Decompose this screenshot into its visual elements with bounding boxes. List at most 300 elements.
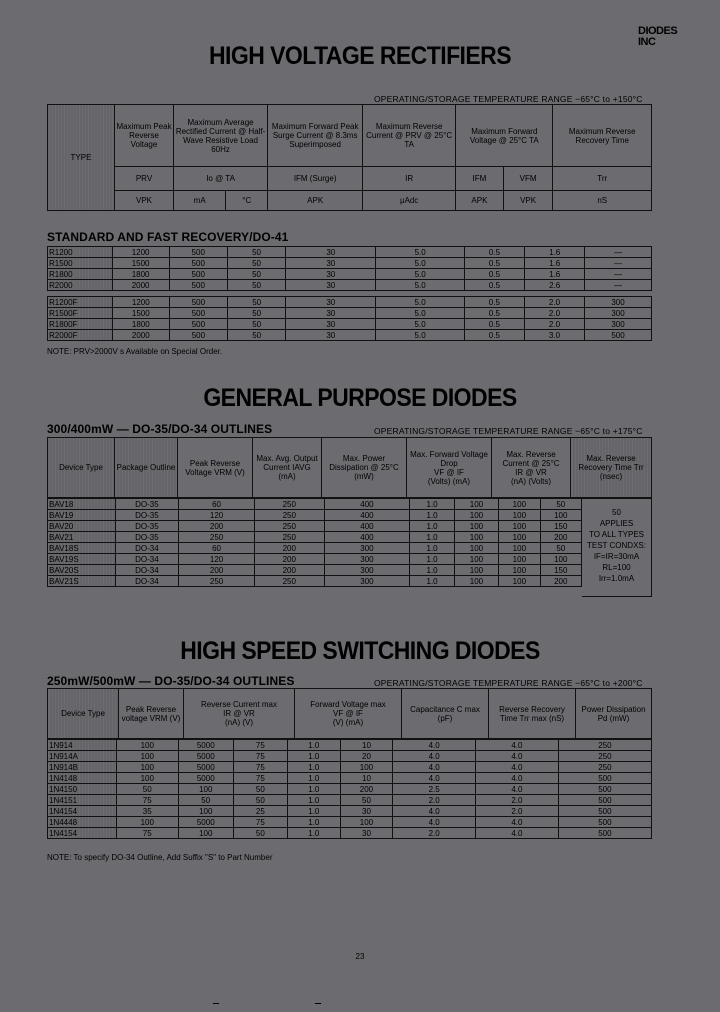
device-type-cell: BAV21 — [48, 532, 116, 543]
table-row — [48, 773, 652, 784]
value-cell: 1500 — [112, 258, 169, 269]
device-type-cell: R2000F — [48, 330, 113, 341]
section-title-general-purpose: GENERAL PURPOSE DIODES — [203, 384, 517, 412]
subhead-standard-fast: STANDARD AND FAST RECOVERY/DO-41 — [47, 230, 289, 244]
table-row — [48, 308, 652, 319]
col-ir: Maximum Reverse Current @ PRV @ 25°C TA — [363, 105, 456, 167]
value-cell: 2.0 — [524, 308, 584, 319]
table-row — [48, 319, 652, 330]
value-cell: 50 — [227, 280, 285, 291]
value-cell: 100 — [454, 510, 498, 521]
value-cell: 250 — [558, 740, 651, 751]
value-cell: 50 — [340, 795, 393, 806]
value-cell: 60 — [179, 499, 255, 510]
value-cell: 60 — [179, 543, 255, 554]
note-prv: NOTE: PRV>2000V s Available on Special Order. — [47, 347, 223, 356]
value-cell: 100 — [178, 806, 233, 817]
gp-vf-units: (Volts) (mA) — [427, 476, 471, 486]
sym-ifsm: IFM (Surge) — [268, 167, 363, 191]
value-cell: 5.0 — [376, 280, 465, 291]
sw-col-vf — [295, 689, 402, 739]
value-cell: 200 — [179, 521, 255, 532]
value-cell: 50 — [233, 795, 287, 806]
section-title-switching: HIGH SPEED SWITCHING DIODES — [180, 637, 540, 665]
value-cell: 100 — [499, 521, 540, 532]
value-cell: 75 — [233, 740, 287, 751]
value-cell: 50 — [227, 269, 285, 280]
value-cell: 100 — [178, 784, 233, 795]
table-row — [48, 297, 652, 308]
col-trr: Maximum Reverse Recovery Time — [553, 105, 652, 167]
value-cell: 1200 — [112, 297, 169, 308]
test-condition-line: IF=IR=30mA — [593, 552, 640, 561]
value-cell: 100 — [454, 521, 498, 532]
value-cell: 250 — [254, 499, 324, 510]
gp-ir-units: (nA) (Volts) — [510, 476, 551, 486]
value-cell: 75 — [116, 795, 178, 806]
value-cell: 400 — [324, 521, 410, 532]
value-cell: 300 — [585, 308, 652, 319]
value-cell: 50 — [228, 308, 286, 319]
value-cell: 4.0 — [476, 751, 559, 762]
value-cell: 5000 — [178, 773, 233, 784]
hv-rectifier-table-b — [47, 296, 652, 341]
value-cell: 100 — [499, 565, 540, 576]
value-cell: 100 — [178, 828, 233, 839]
value-cell: 1.6 — [525, 269, 585, 280]
table-row — [48, 828, 652, 839]
subhead-sw-outlines: 250mW/500mW — DO-35/DO-34 OUTLINES — [47, 674, 295, 688]
value-cell: 0.5 — [464, 297, 524, 308]
value-cell: — — [585, 247, 652, 258]
value-cell: 100 — [340, 817, 393, 828]
unit-ifsm: APK — [268, 191, 363, 211]
value-cell: 1800 — [112, 269, 169, 280]
value-cell: 250 — [179, 576, 255, 587]
value-cell: 50 — [228, 319, 286, 330]
sw-col-device: Device Type — [48, 689, 119, 739]
value-cell: 100 — [116, 740, 178, 751]
test-condition-line: RL=100 — [602, 563, 631, 572]
value-cell: DO-34 — [115, 554, 179, 565]
value-cell: 300 — [324, 554, 410, 565]
value-cell: 30 — [286, 269, 376, 280]
value-cell: 1.6 — [525, 258, 585, 269]
device-type-cell: BAV19S — [48, 554, 116, 565]
value-cell: 25 — [233, 806, 287, 817]
value-cell: 2000 — [112, 280, 169, 291]
sw-vf-label: Forward Voltage max — [310, 700, 386, 709]
device-type-cell: 1N914B — [48, 762, 117, 773]
value-cell: 500 — [169, 319, 227, 330]
scan-mark-left — [213, 1003, 219, 1004]
value-cell: 200 — [540, 576, 581, 587]
value-cell: 75 — [233, 817, 287, 828]
value-cell: 5000 — [178, 751, 233, 762]
unit-prv: VPK — [115, 191, 174, 211]
value-cell: 150 — [540, 565, 581, 576]
value-cell: 100 — [454, 532, 498, 543]
value-cell: 0.5 — [464, 280, 524, 291]
gp-col-ir — [492, 438, 571, 498]
value-cell: 5.0 — [376, 297, 464, 308]
value-cell: 200 — [540, 532, 581, 543]
test-condition-line: APPLIES — [599, 519, 634, 528]
device-type-cell: BAV18 — [48, 499, 116, 510]
value-cell: 5.0 — [376, 308, 464, 319]
sw-vf-units: (V) (mA) — [332, 718, 364, 727]
value-cell: 100 — [540, 554, 581, 565]
value-cell: 300 — [324, 565, 410, 576]
value-cell: 30 — [286, 280, 376, 291]
value-cell: 100 — [454, 543, 498, 554]
value-cell: 1500 — [112, 308, 169, 319]
op-temp-range-1: OPERATING/STORAGE TEMPERATURE RANGE −65°C to +150°C — [374, 94, 643, 104]
sw-col-trr: Reverse Recovery Time Trr max (nS) — [489, 689, 576, 739]
value-cell: 1.0 — [410, 510, 454, 521]
test-condition-line: TO ALL TYPES — [589, 530, 644, 539]
value-cell: 2.0 — [524, 297, 584, 308]
value-cell: 30 — [286, 319, 376, 330]
value-cell: 10 — [340, 773, 393, 784]
value-cell: 10 — [340, 740, 393, 751]
value-cell: 500 — [558, 773, 651, 784]
test-condition-line: 50 — [612, 508, 621, 517]
value-cell: 30 — [340, 828, 393, 839]
op-temp-range-3: OPERATING/STORAGE TEMPERATURE RANGE −65°C to +200°C — [374, 678, 643, 688]
value-cell: 300 — [324, 576, 410, 587]
device-type-cell: 1N4151 — [48, 795, 117, 806]
sym-vfm: VFM — [503, 167, 553, 191]
sw-ir-units: (nA) (V) — [225, 718, 253, 727]
unit-ir: μAdc — [363, 191, 456, 211]
value-cell: 4.0 — [393, 806, 476, 817]
value-cell: 300 — [324, 543, 410, 554]
value-cell: DO-34 — [115, 565, 179, 576]
value-cell: 1.0 — [410, 532, 454, 543]
value-cell: 200 — [340, 784, 393, 795]
value-cell: 100 — [116, 751, 178, 762]
value-cell: 200 — [254, 554, 324, 565]
value-cell: 50 — [227, 258, 285, 269]
unit-trr: nS — [553, 191, 652, 211]
value-cell: 250 — [254, 521, 324, 532]
value-cell: 2.6 — [525, 280, 585, 291]
value-cell: 100 — [499, 510, 540, 521]
value-cell: DO-35 — [115, 521, 179, 532]
value-cell: 100 — [340, 762, 393, 773]
value-cell: 2000 — [112, 330, 169, 341]
table-row — [48, 576, 582, 587]
sym-trr: Trr — [553, 167, 652, 191]
gp-col-device: Device Type — [48, 438, 115, 498]
table-row — [48, 532, 582, 543]
value-cell: 30 — [286, 308, 376, 319]
value-cell: 100 — [499, 576, 540, 587]
value-cell: 200 — [254, 565, 324, 576]
value-cell: 4.0 — [393, 773, 476, 784]
device-type-cell: 1N4148 — [48, 773, 117, 784]
value-cell: 1.0 — [410, 554, 454, 565]
value-cell: 30 — [286, 330, 376, 341]
value-cell: 50 — [227, 247, 285, 258]
device-type-cell: 1N4448 — [48, 817, 117, 828]
table-row — [48, 762, 652, 773]
value-cell: 5.0 — [376, 330, 464, 341]
value-cell: 0.5 — [464, 269, 524, 280]
sw-col-ir — [184, 689, 295, 739]
col-prv: Maximum Peak Reverse Voltage — [115, 105, 174, 167]
value-cell: 1200 — [112, 247, 169, 258]
value-cell: 500 — [169, 258, 227, 269]
value-cell: 100 — [454, 554, 498, 565]
gp-vf-sym: VF @ IF — [434, 467, 464, 477]
gp-col-package: Package Outline — [115, 438, 178, 498]
value-cell: 500 — [169, 330, 227, 341]
value-cell: 4.0 — [476, 740, 559, 751]
value-cell: DO-34 — [115, 543, 179, 554]
value-cell: 400 — [324, 499, 410, 510]
table-row — [48, 247, 652, 258]
value-cell: 20 — [340, 751, 393, 762]
device-type-cell: 1N914A — [48, 751, 117, 762]
sw-vf-sym: VF @ IF — [333, 709, 363, 718]
table-row — [48, 565, 582, 576]
value-cell: 30 — [340, 806, 393, 817]
value-cell: 100 — [499, 532, 540, 543]
table-row — [48, 751, 652, 762]
value-cell: 200 — [254, 543, 324, 554]
value-cell: DO-35 — [115, 532, 179, 543]
value-cell: 500 — [585, 330, 652, 341]
value-cell: 50 — [228, 330, 286, 341]
value-cell: 75 — [233, 751, 287, 762]
device-type-cell: BAV19 — [48, 510, 116, 521]
value-cell: — — [585, 280, 652, 291]
value-cell: 4.0 — [393, 751, 476, 762]
device-type-cell: R1200 — [48, 247, 113, 258]
device-type-cell: R1800 — [48, 269, 113, 280]
table-row — [48, 280, 652, 291]
value-cell: 5000 — [178, 817, 233, 828]
value-cell: 4.0 — [476, 817, 559, 828]
sw-ir-sym: IR @ VR — [223, 709, 255, 718]
table-row — [48, 554, 582, 565]
value-cell: 0.5 — [464, 258, 524, 269]
value-cell: DO-35 — [115, 510, 179, 521]
value-cell: 500 — [169, 297, 227, 308]
table-row — [48, 543, 582, 554]
value-cell: 100 — [454, 576, 498, 587]
value-cell: 120 — [179, 510, 255, 521]
table-row — [48, 795, 652, 806]
value-cell: 500 — [169, 280, 227, 291]
sw-diode-table — [47, 739, 652, 839]
value-cell: 1.6 — [525, 247, 585, 258]
sym-prv: PRV — [115, 167, 174, 191]
hv-rectifier-spec-header — [47, 104, 652, 211]
value-cell: 1.0 — [410, 543, 454, 554]
value-cell: 250 — [558, 762, 651, 773]
value-cell: — — [585, 258, 652, 269]
subhead-gp-outlines: 300/400mW — DO-35/DO-34 OUTLINES — [47, 422, 273, 436]
value-cell: 120 — [179, 554, 255, 565]
value-cell: 1.0 — [288, 828, 341, 839]
col-ifsm: Maximum Forward Peak Surge Current @ 8.3ms Superimposed — [268, 105, 363, 167]
value-cell: 4.0 — [393, 740, 476, 751]
unit-vfm: VPK — [503, 191, 553, 211]
value-cell: 1.0 — [288, 762, 341, 773]
value-cell: 0.5 — [464, 319, 524, 330]
value-cell: 75 — [233, 762, 287, 773]
value-cell: 4.0 — [476, 762, 559, 773]
value-cell: 35 — [116, 806, 178, 817]
gp-col-pd: Max. Power Dissipation @ 25°C (mW) — [322, 438, 407, 498]
value-cell: 1.0 — [410, 521, 454, 532]
value-cell: DO-34 — [115, 576, 179, 587]
value-cell: 500 — [558, 784, 651, 795]
device-type-cell: R1500F — [48, 308, 113, 319]
device-type-cell: BAV18S — [48, 543, 116, 554]
gp-diode-table — [47, 498, 582, 587]
device-type-cell: R1800F — [48, 319, 113, 330]
value-cell: 4.0 — [476, 828, 559, 839]
op-temp-range-2: OPERATING/STORAGE TEMPERATURE RANGE −65°C to +175°C — [374, 426, 643, 436]
value-cell: 500 — [169, 247, 227, 258]
value-cell: 100 — [454, 565, 498, 576]
value-cell: 150 — [540, 521, 581, 532]
value-cell: 100 — [540, 510, 581, 521]
value-cell: 30 — [286, 297, 376, 308]
value-cell: 2.5 — [393, 784, 476, 795]
value-cell: 0.5 — [464, 247, 524, 258]
value-cell: 5.0 — [376, 269, 465, 280]
sym-io: Io @ TA — [174, 167, 268, 191]
value-cell: 50 — [178, 795, 233, 806]
table-row — [48, 817, 652, 828]
gp-trr-test-conditions — [582, 498, 652, 597]
device-type-cell: 1N4154 — [48, 806, 117, 817]
value-cell: 100 — [499, 554, 540, 565]
unit-io: mA — [174, 191, 226, 211]
value-cell: 2.0 — [393, 795, 476, 806]
value-cell: 1.0 — [288, 784, 341, 795]
device-type-cell: R1200F — [48, 297, 113, 308]
sw-col-pd: Power Dissipation Pd (mW) — [576, 689, 652, 739]
sw-col-cap: Capacitance C max (pF) — [402, 689, 489, 739]
note-suffix: NOTE: To specify DO-34 Outline, Add Suffix "S" to Part Number — [47, 853, 273, 862]
value-cell: 4.0 — [476, 784, 559, 795]
table-row — [48, 806, 652, 817]
device-type-cell: 1N914 — [48, 740, 117, 751]
gp-vf-label: Max. Forward Voltage Drop — [410, 449, 488, 468]
value-cell: 500 — [558, 817, 651, 828]
value-cell: 400 — [324, 510, 410, 521]
value-cell: 1.0 — [288, 751, 341, 762]
page-number: 23 — [355, 952, 365, 961]
sym-ir: IR — [363, 167, 456, 191]
value-cell: 5000 — [178, 740, 233, 751]
value-cell: 250 — [558, 751, 651, 762]
table-row — [48, 740, 652, 751]
value-cell: 100 — [116, 762, 178, 773]
sym-ifm: IFM — [456, 167, 504, 191]
gp-col-trr: Max. Reverse Recovery Time Trr (nsec) — [571, 438, 652, 498]
value-cell: 2.0 — [476, 795, 559, 806]
value-cell: 50 — [116, 784, 178, 795]
value-cell: 250 — [254, 532, 324, 543]
value-cell: 4.0 — [393, 817, 476, 828]
value-cell: 5.0 — [376, 247, 465, 258]
value-cell: 300 — [585, 319, 652, 330]
unit-ta: °C — [226, 191, 268, 211]
value-cell: 1.0 — [288, 773, 341, 784]
device-type-cell: BAV21S — [48, 576, 116, 587]
value-cell: DO-35 — [115, 499, 179, 510]
value-cell: 400 — [324, 532, 410, 543]
value-cell: 30 — [286, 247, 376, 258]
gp-ir-label: Max. Reverse Current @ 25°C — [502, 449, 560, 468]
value-cell: 1.0 — [288, 806, 341, 817]
device-type-cell: R1500 — [48, 258, 113, 269]
value-cell: 1.0 — [410, 576, 454, 587]
table-row — [48, 521, 582, 532]
col-io: Maximum Average Rectified Current @ Half-Wave Resistive Load 60Hz — [174, 105, 268, 167]
value-cell: 5.0 — [376, 319, 464, 330]
value-cell: 500 — [169, 269, 227, 280]
value-cell: 5.0 — [376, 258, 465, 269]
value-cell: 100 — [454, 499, 498, 510]
gp-diode-header — [47, 437, 652, 498]
value-cell: 1.0 — [288, 817, 341, 828]
device-type-cell: BAV20S — [48, 565, 116, 576]
value-cell: 50 — [540, 543, 581, 554]
scan-mark-right — [315, 1003, 321, 1004]
value-cell: 100 — [116, 817, 178, 828]
value-cell: 2.0 — [524, 319, 584, 330]
value-cell: 100 — [499, 543, 540, 554]
value-cell: 3.0 — [524, 330, 584, 341]
value-cell: 75 — [233, 773, 287, 784]
value-cell: 4.0 — [476, 773, 559, 784]
test-condition-line: Irr=1.0mA — [598, 574, 635, 583]
value-cell: 250 — [254, 510, 324, 521]
table-row — [48, 510, 582, 521]
value-cell: 1.0 — [410, 565, 454, 576]
value-cell: 500 — [558, 806, 651, 817]
value-cell: 250 — [179, 532, 255, 543]
value-cell: 1.0 — [288, 795, 341, 806]
table-row — [48, 784, 652, 795]
value-cell: 50 — [233, 784, 287, 795]
value-cell: 50 — [233, 828, 287, 839]
col-vf: Maximum Forward Voltage @ 25°C TA — [456, 105, 553, 167]
value-cell: 0.5 — [464, 330, 524, 341]
device-type-cell: 1N4154 — [48, 828, 117, 839]
value-cell: — — [585, 269, 652, 280]
value-cell: 75 — [116, 828, 178, 839]
value-cell: 1800 — [112, 319, 169, 330]
sw-diode-header — [47, 688, 652, 739]
value-cell: 500 — [169, 308, 227, 319]
unit-ifm: APK — [456, 191, 504, 211]
value-cell: 0.5 — [464, 308, 524, 319]
hv-rectifier-table-a — [47, 246, 652, 291]
value-cell: 500 — [558, 795, 651, 806]
value-cell: 2.0 — [476, 806, 559, 817]
value-cell: 100 — [499, 499, 540, 510]
company-logo: DIODES INC — [638, 25, 678, 48]
